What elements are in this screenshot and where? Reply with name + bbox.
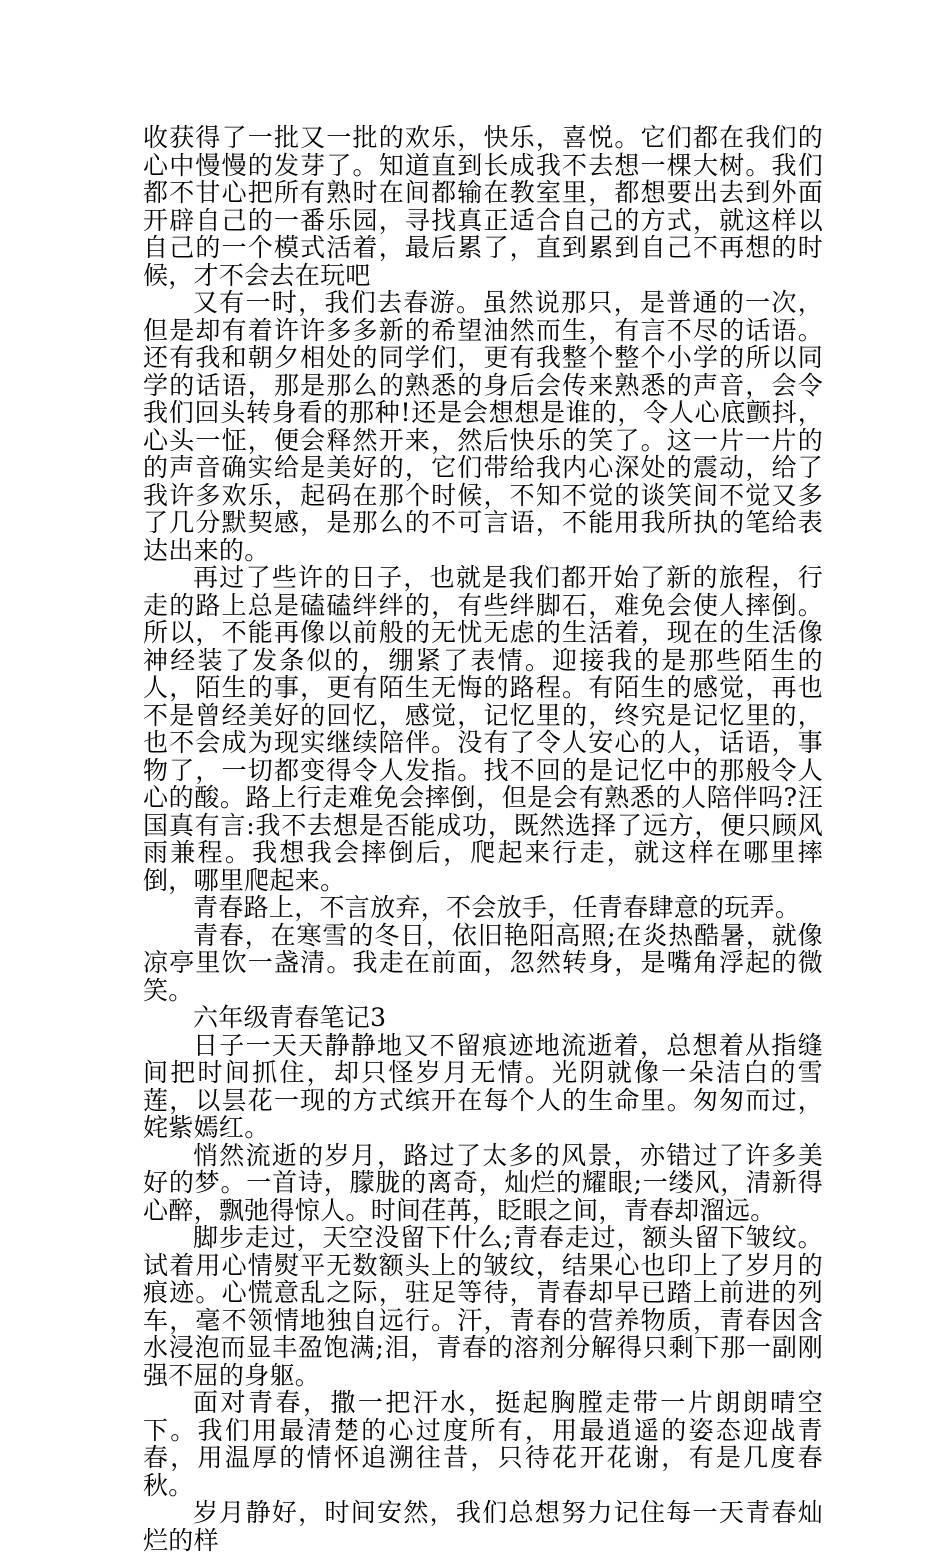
paragraph-7: 日子一天天静静地又不留痕迹地流逝着，总想着从指缝间把时间抓住，却只怪岁月无情。光阴就像一朵洁白的雪莲，以昙花一现的方式缤开在每个人的生命里。匆匆而过，姹紫嫣红。 bbox=[143, 1030, 823, 1142]
paragraph-1: 收获得了一批又一批的欢乐，快乐，喜悦。它们都在我们的心中慢慢的发芽了。知道直到长成我不去想一棵大树。我们都不甘心把所有熟时在间都输在教室里，都想要出去到外面开辟自己的一番乐园，寻找真正适合自己的方式，就这样以自己的一个模式活着，最后累了，直到累到自己不再想的时候，才不会去在玩吧 bbox=[143, 123, 823, 290]
paragraph-10: 面对青春，撒一把汗水，挺起胸膛走带一片朗朗晴空下。我们用最清楚的心过度所有，用最逍遥的姿态迎战青春，用温厚的情怀追溯往昔，只待花开花谢，有是几度春秋。 bbox=[143, 1388, 823, 1500]
paragraph-2: 又有一时，我们去春游。虽然说那只，是普通的一次，但是却有着许许多多新的希望油然而生，有言不尽的话语。还有我和朝夕相处的同学们，更有我整个整个小学的所以同学的话语，那是那么的熟悉的身后会传来熟悉的声音，会令我们回头转身看的那种!还是会想想是谁的，令人心底颤抖，心头一怔，便会释然开来，然后快乐的笑了。这一片一片的的声音确实给是美好的，它们带给我内心深处的震动，给了我许多欢乐，起码在那个时候，不知不觉的谈笑间不觉又多了几分默契感，是那么的不可言语，不能用我所执的笔给表达出来的。 bbox=[143, 288, 823, 565]
paragraph-11: 岁月静好，时间安然，我们总想努力记住每一天青春灿烂的样 bbox=[143, 1498, 823, 1555]
paragraph-5: 青春，在寒雪的冬日，依旧艳阳高照;在炎热酷暑，就像凉亭里饮一盏清。我走在前面，忽然转身，是嘴角浮起的微笑。 bbox=[143, 920, 823, 1005]
document-page bbox=[143, 124, 823, 1554]
paragraph-8: 悄然流逝的岁月，路过了太多的风景，亦错过了许多美好的梦。一首诗，朦胧的离奇，灿烂的耀眼;一缕风，清新得心醉，飘弛得惊人。时间荏苒，眨眼之间，青春却溜远。 bbox=[143, 1140, 823, 1225]
section-heading: 六年级青春笔记3 bbox=[193, 1003, 387, 1032]
paragraph-4: 青春路上，不言放弃，不会放手，任青春肆意的玩弄。 bbox=[193, 893, 801, 922]
paragraph-9: 脚步走过，天空没留下什么;青春走过，额头留下皱纹。试着用心情熨平无数额头上的皱纹，结果心也印上了岁月的痕迹。心慌意乱之际，驻足等待，青春却早已踏上前进的列车，毫不领情地独自远行。汗，青春的营养物质，青春因含水浸泡而显丰盈饱满;泪，青春的溶剂分解得只剩下那一副刚强不屈的身躯。 bbox=[143, 1223, 823, 1390]
paragraph-3: 再过了些许的日子，也就是我们都开始了新的旅程，行走的路上总是磕磕绊绊的，有些绊脚石，难免会使人摔倒。所以，不能再像以前般的无忧无虑的生活着，现在的生活像神经装了发条似的，绷紧了表情。迎接我的是那些陌生的人，陌生的事，更有陌生无悔的路程。有陌生的感觉，再也不是曾经美好的回忆，感觉，记忆里的，终究是记忆里的，也不会成为现实继续陪伴。没有了令人安心的人，话语，事物了，一切都变得令人发指。找不回的是记忆中的那般令人心的酸。路上行走难免会摔倒，但是会有熟悉的人陪伴吗?汪国真有言:我不去想是否能成功，既然选择了远方，便只顾风雨兼程。我想我会摔倒后，爬起来行走，就这样在哪里摔倒，哪里爬起来。 bbox=[143, 563, 823, 895]
